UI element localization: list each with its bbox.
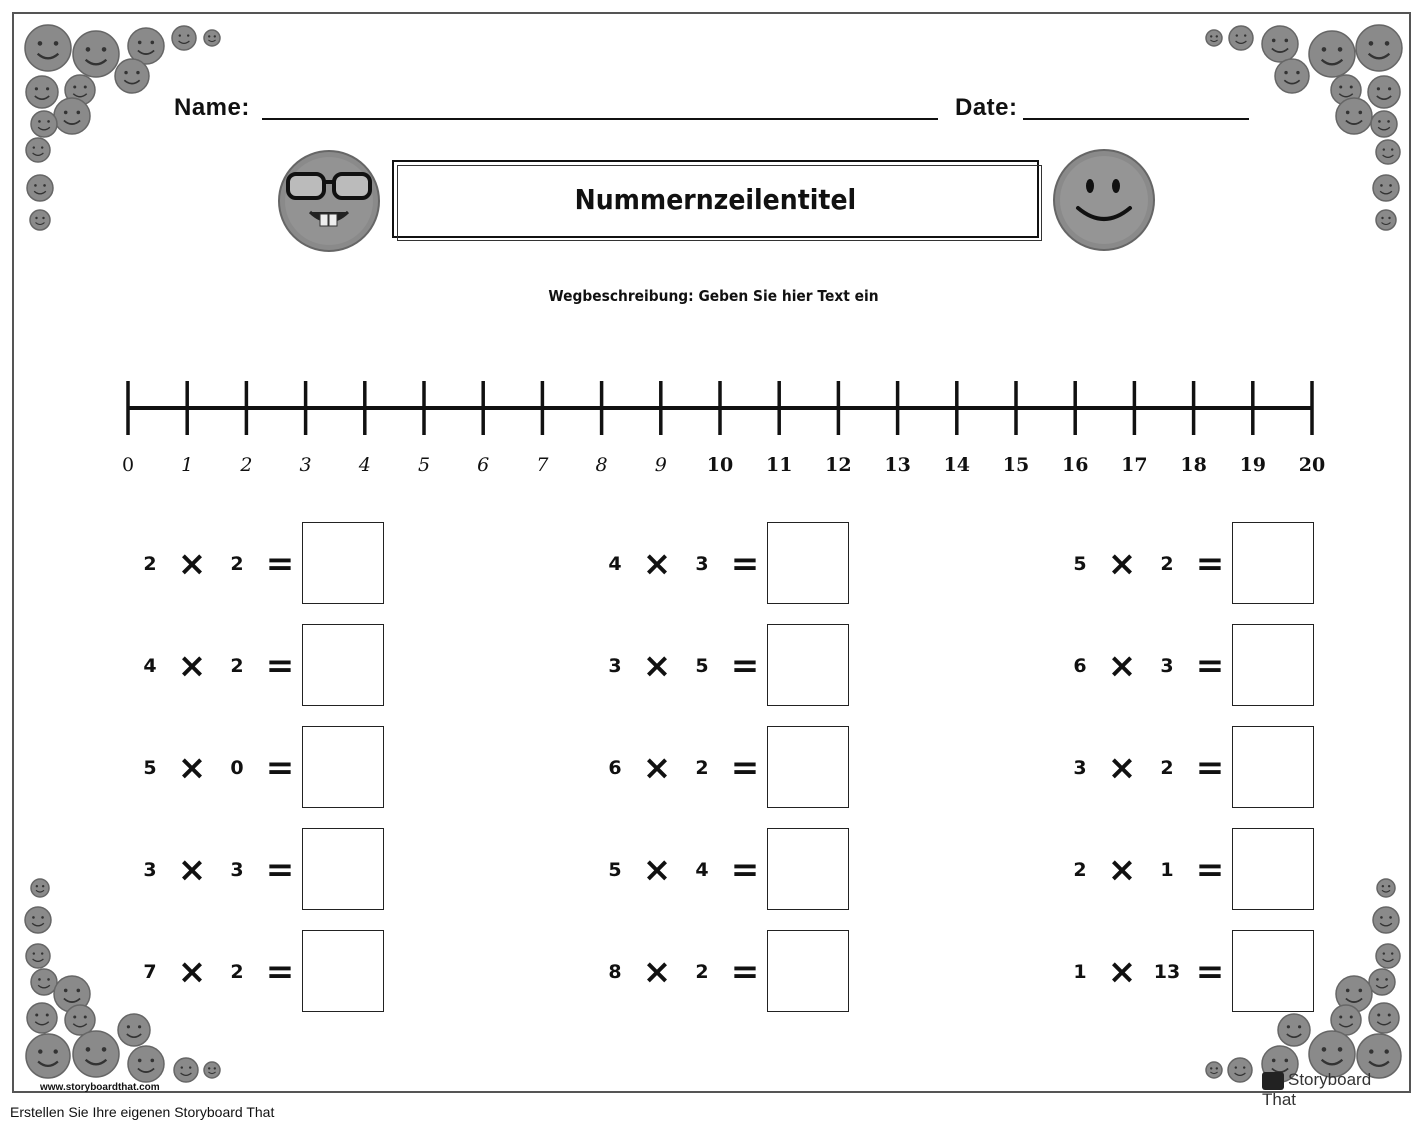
small-emoji-icon [1356, 25, 1402, 71]
site-url[interactable]: www.storyboardthat.com [40, 1082, 160, 1093]
times-sign: × [1107, 952, 1137, 992]
tick-label-18: 18 [1180, 454, 1207, 476]
tick-label-0: 0 [121, 454, 135, 476]
factor-b: 2 [230, 655, 244, 677]
tick-label-3: 3 [299, 454, 312, 476]
times-sign: × [1107, 646, 1137, 686]
equals-sign: = [730, 646, 760, 686]
tick-label-14: 14 [943, 454, 971, 476]
factor-a: 1 [1073, 961, 1087, 983]
small-emoji-icon [31, 969, 57, 995]
factor-a: 5 [143, 757, 157, 779]
small-emoji-icon [1373, 175, 1399, 201]
tick-label-1: 1 [181, 454, 194, 476]
factor-b: 2 [1160, 757, 1174, 779]
small-emoji-icon [31, 879, 49, 897]
small-emoji-icon [174, 1058, 198, 1082]
factor-a: 5 [1073, 553, 1087, 575]
tick-label-15: 15 [1002, 454, 1030, 476]
small-emoji-icon [26, 1034, 70, 1078]
times-sign: × [1107, 544, 1137, 584]
factor-a: 8 [608, 961, 622, 983]
storyboard-icon [1262, 1072, 1284, 1090]
small-emoji-icon [118, 1014, 150, 1046]
tick-label-8: 8 [595, 454, 608, 476]
name-label: Name: [174, 94, 250, 121]
times-sign: × [642, 952, 672, 992]
times-sign: × [642, 850, 672, 890]
small-emoji-icon [73, 1031, 119, 1077]
small-emoji-icon [172, 26, 196, 50]
brand-text: Storyboard That [1262, 1070, 1372, 1109]
tick-label-10: 10 [706, 454, 734, 476]
equals-sign: = [730, 952, 760, 992]
small-emoji-icon [1371, 111, 1397, 137]
small-emoji-icon [1377, 879, 1395, 897]
small-emoji-icon [1278, 1014, 1310, 1046]
times-sign: × [177, 748, 207, 788]
small-emoji-icon [1373, 907, 1399, 933]
factor-b: 3 [1160, 655, 1174, 677]
tick-label-17: 17 [1121, 454, 1148, 476]
factor-b: 2 [1160, 553, 1174, 575]
small-emoji-icon [26, 138, 50, 162]
factor-b: 2 [230, 961, 244, 983]
factor-b: 4 [695, 859, 709, 881]
worksheet [12, 12, 1411, 1109]
times-sign: × [642, 748, 672, 788]
small-emoji-icon [65, 1005, 95, 1035]
equals-sign: = [1195, 952, 1225, 992]
small-emoji-icon [73, 31, 119, 77]
times-sign: × [642, 646, 672, 686]
equals-sign: = [265, 850, 295, 890]
factor-a: 3 [143, 859, 157, 881]
tick-label-13: 13 [884, 454, 911, 476]
times-sign: × [642, 544, 672, 584]
factor-b: 13 [1153, 961, 1181, 983]
small-emoji-icon [26, 76, 58, 108]
tick-label-16: 16 [1061, 454, 1089, 476]
small-emoji-icon [30, 210, 50, 230]
tick-label-9: 9 [654, 454, 667, 476]
factor-b: 3 [695, 553, 709, 575]
small-emoji-icon [26, 944, 50, 968]
small-emoji-icon [1369, 1003, 1399, 1033]
factor-b: 2 [230, 553, 244, 575]
factor-a: 4 [143, 655, 157, 677]
small-emoji-icon [1206, 30, 1222, 46]
factor-a: 6 [1073, 655, 1087, 677]
tick-label-11: 11 [765, 454, 793, 476]
small-emoji-icon [31, 111, 57, 137]
small-emoji-icon [27, 1003, 57, 1033]
small-emoji-icon [1229, 26, 1253, 50]
factor-b: 1 [1160, 859, 1174, 881]
small-emoji-icon [1331, 1005, 1361, 1035]
small-emoji-icon [204, 30, 220, 46]
tick-label-20: 20 [1298, 454, 1326, 476]
equals-sign: = [730, 748, 760, 788]
tick-label-19: 19 [1239, 454, 1267, 476]
brand-logo [1262, 1070, 1409, 1110]
small-emoji-icon [1228, 1058, 1252, 1082]
equals-sign: = [265, 748, 295, 788]
factor-a: 3 [608, 655, 622, 677]
small-emoji-icon [25, 25, 71, 71]
equals-sign: = [730, 544, 760, 584]
small-emoji-icon [115, 59, 149, 93]
equals-sign: = [265, 544, 295, 584]
worksheet-title: Nummernzeilentitel [574, 182, 857, 216]
small-emoji-icon [1206, 1062, 1222, 1078]
tick-label-5: 5 [417, 454, 431, 476]
times-sign: × [1107, 748, 1137, 788]
times-sign: × [1107, 850, 1137, 890]
equals-sign: = [1195, 646, 1225, 686]
tick-label-4: 4 [358, 454, 371, 476]
times-sign: × [177, 850, 207, 890]
factor-a: 6 [608, 757, 622, 779]
equals-sign: = [265, 952, 295, 992]
tick-label-2: 2 [240, 454, 253, 476]
factor-b: 2 [695, 757, 709, 779]
times-sign: × [177, 646, 207, 686]
factor-a: 7 [143, 961, 157, 983]
small-emoji-icon [204, 1062, 220, 1078]
small-emoji-icon [1376, 210, 1396, 230]
small-emoji-icon [27, 175, 53, 201]
small-emoji-icon [1262, 26, 1298, 62]
factor-a: 2 [143, 553, 157, 575]
equals-sign: = [1195, 748, 1225, 788]
emoji-border-decoration [14, 14, 1413, 1095]
footer-text: Erstellen Sie Ihre eigenen Storyboard That [10, 1104, 275, 1120]
factor-a: 5 [608, 859, 622, 881]
equals-sign: = [730, 850, 760, 890]
factor-a: 3 [1073, 757, 1087, 779]
factor-a: 2 [1073, 859, 1087, 881]
small-emoji-icon [1369, 969, 1395, 995]
small-emoji-icon [1275, 59, 1309, 93]
directions-text: Wegbeschreibung: Geben Sie hier Text ein [548, 287, 879, 305]
factor-b: 3 [230, 859, 244, 881]
date-label: Date: [955, 94, 1018, 121]
factor-b: 5 [695, 655, 709, 677]
small-emoji-icon [1336, 98, 1372, 134]
small-emoji-icon [1376, 140, 1400, 164]
small-emoji-icon [1368, 76, 1400, 108]
tick-label-6: 6 [477, 454, 490, 476]
small-emoji-icon [128, 1046, 164, 1082]
equals-sign: = [265, 646, 295, 686]
equals-sign: = [1195, 850, 1225, 890]
tick-label-7: 7 [536, 454, 549, 476]
small-emoji-icon [1376, 944, 1400, 968]
times-sign: × [177, 952, 207, 992]
equals-sign: = [1195, 544, 1225, 584]
small-emoji-icon [1309, 31, 1355, 77]
factor-b: 2 [695, 961, 709, 983]
factor-a: 4 [608, 553, 622, 575]
tick-label-12: 12 [825, 454, 852, 476]
factor-b: 0 [230, 757, 244, 779]
small-emoji-icon [54, 98, 90, 134]
times-sign: × [177, 544, 207, 584]
small-emoji-icon [25, 907, 51, 933]
